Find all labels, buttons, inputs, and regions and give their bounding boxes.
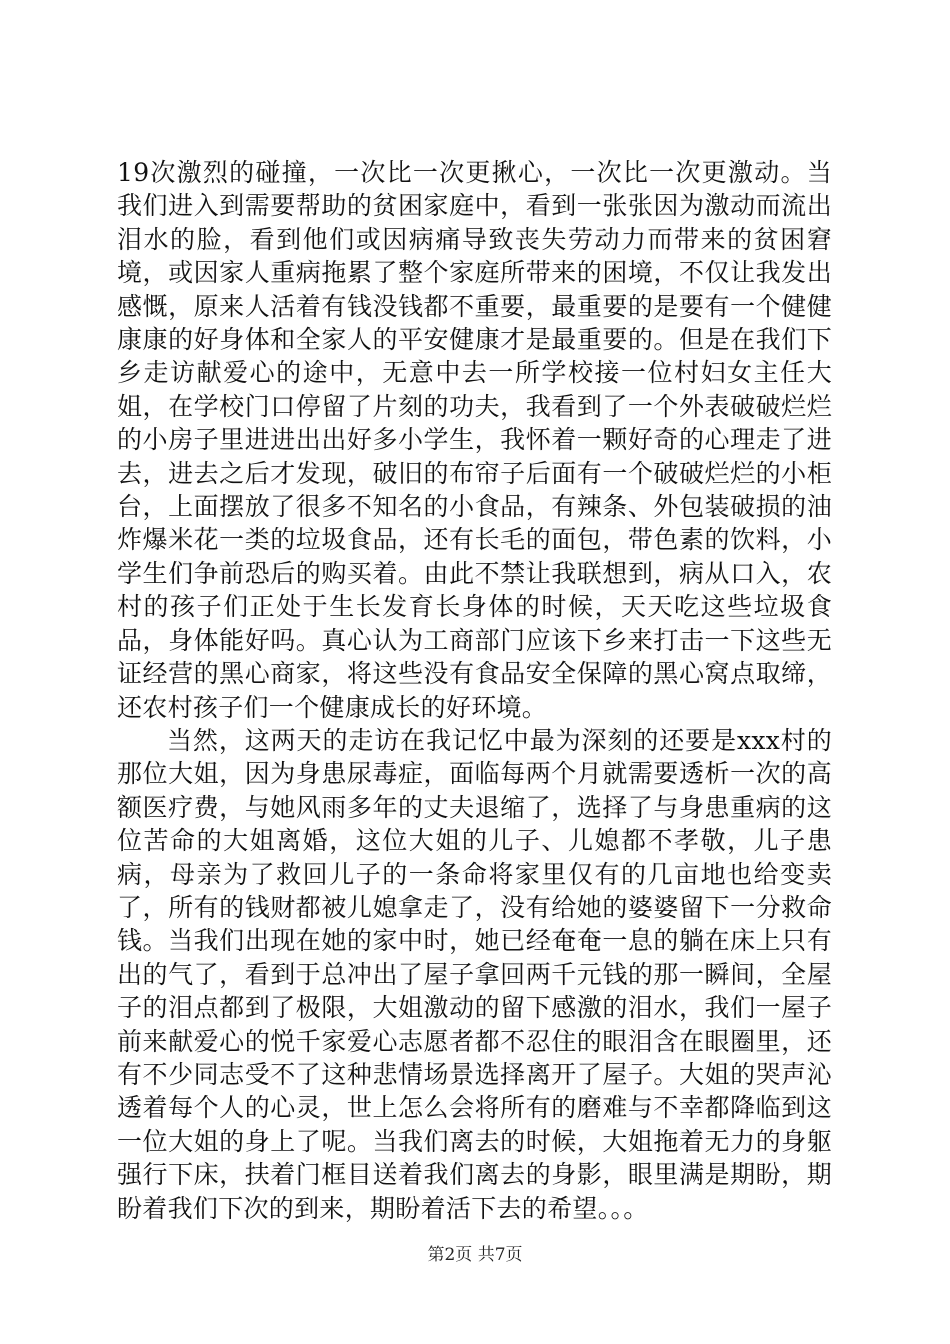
document-body [117,156,832,1225]
page-number-footer: 第2页 共7页 [427,1245,523,1265]
paragraph-visit-story: 当然，这两天的走访在我记忆中最为深刻的还要是xxx村的那位大姐，因为身患尿毒症，面临每两个月就需要透析一次的高额医疗费，与她风雨多年的丈夫退缩了，选择了与身患重病的这位苦命的大姐离婚，这位大姐的儿子、儿媳都不孝敬，儿子患病，母亲为了救回儿子的一条命将家里仅有的几亩地也给变卖了，所有的钱财都被儿媳拿走了，没有给她的婆婆留下一分救命钱。当我们出现在她的家中时，她已经奄奄一息的躺在床上只有出的气了，看到于总冲出了屋子拿回两千元钱的那一瞬间，全屋子的泪点都到了极限，大姐激动的留下感激的泪水，我们一屋子前来献爱心的悦千家爱心志愿者都不忍住的眼泪含在眼圈里，还有不少同志受不了这种悲情场景选择离开了屋子。大姐的哭声沁透着每个人的心灵，世上怎么会将所有的磨难与不幸都降临到这一位大姐的身上了呢。当我们离去的时候，大姐拖着无力的身躯强行下床，扶着门框目送着我们离去的身影，眼里满是期盼，期盼着我们下次的到来，期盼着活下去的希望。。。 [117,725,832,1223]
paragraph-continuation: 19次激烈的碰撞，一次比一次更揪心，一次比一次更激动。当我们进入到需要帮助的贫困家庭中，看到一张张因为激动而流出泪水的脸，看到他们或因病痛导致丧失劳动力而带来的贫困窘境，或因家人重病拖累了整个家庭所带来的困境，不仅让我发出感慨，原来人活着有钱没钱都不重要，最重要的是要有一个健健康康的好身体和全家人的平安健康才是最重要的。但是在我们下乡走访献爱心的途中，无意中去一所学校接一位村妇女主任大姐，在学校门口停留了片刻的功夫，我看到了一个外表破破烂烂的小房子里进进出出好多小学生，我怀着一颗好奇的心理走了进去，进去之后才发现，破旧的布帘子后面有一个破破烂烂的小柜台，上面摆放了很多不知名的小食品，有辣条、外包装破损的油炸爆米花一类的垃圾食品，还有长毛的面包，带色素的饮料，小学生们争前恐后的购买着。由此不禁让我联想到，病从口入，农村的孩子们正处于生长发育长身体的时候，天天吃这些垃圾食品，身体能好吗。真心认为工商部门应该下乡来打击一下这些无证经营的黑心商家，将这些没有食品安全保障的黑心窝点取缔，还农村孩子们一个健康成长的好环境。 [117,158,832,722]
